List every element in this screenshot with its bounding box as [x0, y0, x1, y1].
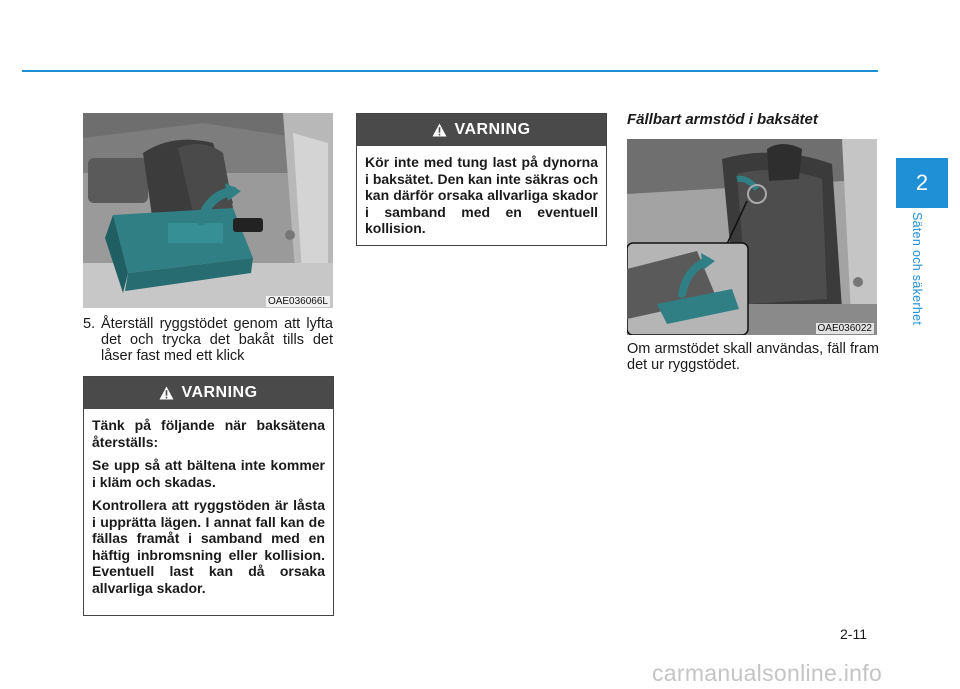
rear-armrest-image [627, 139, 877, 335]
step-5 [83, 316, 333, 364]
warning-label: VARNING [454, 121, 531, 138]
warning-header [357, 114, 606, 146]
armrest-illustration [627, 139, 877, 335]
warning-body [84, 409, 333, 596]
watermark: carmanualsonline.info [652, 660, 883, 686]
armrest-description: Om armstödet skall användas, fäll fram det ur ryggstödet. [627, 341, 879, 373]
chapter-number-tab [896, 158, 948, 208]
step-number: 5. [83, 316, 96, 332]
warning-triangle-icon [159, 386, 174, 400]
page-number: 2-11 [840, 626, 867, 642]
top-rule [22, 70, 878, 72]
warning-box-reset-seats [83, 376, 334, 616]
warning-body [357, 146, 606, 237]
step-text: Återställ ryggstödet genom att lyfta det och trycka det bakåt tills det låser fast med ett klick [101, 316, 333, 364]
warning-paragraph: Tänk på följande när baksätena återställs: [92, 417, 325, 450]
warning-paragraph: Kör inte med tung last på dynorna i baksätet. Den kan inte säkras och kan därför orsaka allvarliga skador i samband med en eventuell kollision. [365, 154, 598, 236]
warning-box-heavy-load [356, 113, 607, 246]
warning-paragraph: Se upp så att bältena inte kommer i kläm och skadas. [92, 457, 325, 490]
warning-label: VARNING [181, 384, 258, 401]
chapter-number: 2 [915, 170, 929, 195]
warning-header [84, 377, 333, 409]
warning-paragraph: Kontrollera att ryggstöden är låsta i upprätta lägen. I annat fall kan de fällas framåt i samband med en häftig inbromsning eller kollision. Eventuell last kan då orsaka allvarliga skador. [92, 497, 325, 596]
warning-triangle-icon [432, 123, 447, 137]
rear-seat-backrest-image [83, 113, 333, 308]
seat-illustration [83, 113, 333, 308]
image-code: OAE036022 [817, 323, 872, 334]
chapter-title: Säten och säkerhet [910, 212, 924, 326]
image-code: OAE036066L [267, 296, 328, 307]
section-heading: Fällbart armstöd i baksätet [627, 111, 818, 128]
